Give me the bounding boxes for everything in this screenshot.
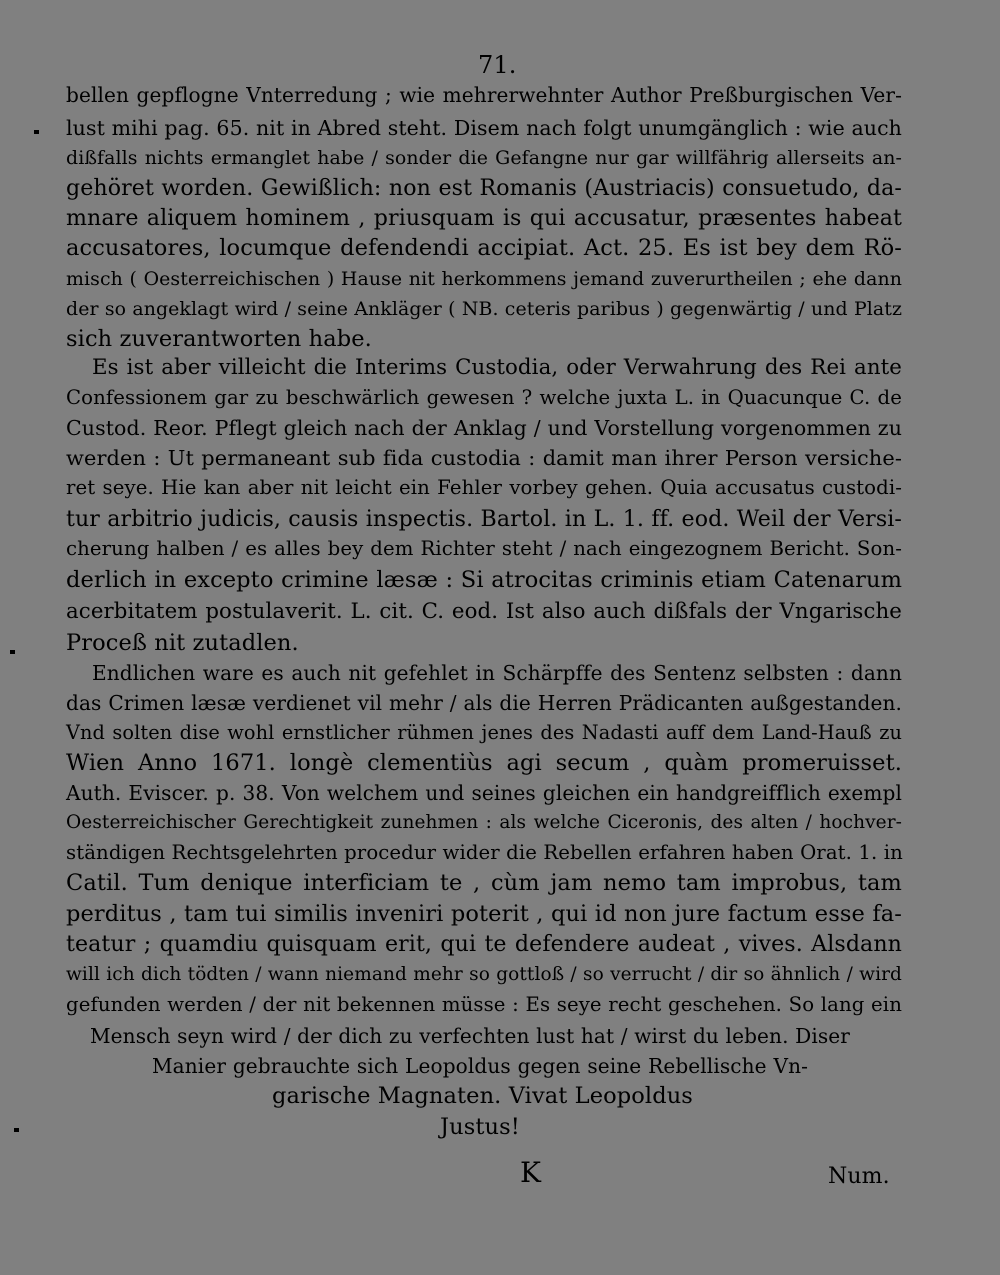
- text-line: perditus , tam tui similis inveniri poterit , qui id non jure factum esse fa-: [66, 901, 902, 927]
- margin-speck: [34, 130, 39, 134]
- text-line: lust mihi pag. 65. nit in Abred steht. Disem nach folgt unumgänglich : wie auch: [66, 116, 902, 140]
- text-line: ret seye. Hie kan aber nit leicht ein Fehler vorbey gehen. Quia accusatus custodi-: [66, 476, 902, 499]
- text-line: gefunden werden / der nit bekennen müsse : Es seye recht geschehen. So lang ein: [66, 993, 902, 1016]
- text-line: acerbitatem postulaverit. L. cit. C. eod. Ist also auch dißfals der Vngarische: [66, 599, 902, 624]
- text-line: der so angeklagt wird / seine Ankläger ( NB. ceteris paribus ) gegenwärtig / und Platz: [66, 298, 902, 320]
- text-line: werden : Ut permaneant sub fida custodia : damit man ihrer Person versiche-: [66, 446, 902, 470]
- text-line: misch ( Oesterreichischen ) Hause nit herkommens jemand zuverurtheilen ; ehe dann: [66, 268, 902, 290]
- text-line: Confessionem gar zu beschwärlich gewesen ? welche juxta L. in Quacunque C. de: [66, 386, 902, 409]
- text-line: garische Magnaten. Vivat Leopoldus: [272, 1083, 693, 1109]
- text-line: Manier gebrauchte sich Leopoldus gegen seine Rebellische Vn-: [152, 1054, 808, 1078]
- text-line: Wien Anno 1671. longè clementiùs agi secum , quàm promeruisset.: [66, 750, 902, 776]
- text-line: bellen gepflogne Vnterredung ; wie mehrerwehnter Author Preßburgischen Ver-: [66, 83, 902, 107]
- page-number: 71.: [478, 51, 517, 79]
- text-line: das Crimen læsæ verdienet vil mehr / als die Herren Prädicanten außgestanden.: [66, 691, 902, 715]
- text-line: Justus!: [440, 1114, 520, 1140]
- text-line: will ich dich tödten / wann niemand mehr so gottloß / so verrucht / dir so ähnlich / wird: [66, 964, 902, 985]
- text-line: Mensch seyn wird / der dich zu verfechten lust hat / wirst du leben. Diser: [90, 1024, 850, 1048]
- text-line: Oesterreichischer Gerechtigkeit zunehmen : als welche Ciceronis, des alten / hochver-: [66, 812, 902, 833]
- text-line: teatur ; quamdiu quisquam erit, qui te defendere audeat , vives. Alsdann: [66, 931, 902, 957]
- text-line: Auth. Eviscer. p. 38. Von welchem und seines gleichen ein handgreifflich exempl: [66, 781, 902, 805]
- text-line: cherung halben / es alles bey dem Richter steht / nach eingezognem Bericht. Son-: [66, 537, 902, 560]
- text-line: derlich in excepto crimine læsæ : Si atrocitas criminis etiam Catenarum: [66, 567, 902, 593]
- text-line: tur arbitrio judicis, causis inspectis. Bartol. in L. 1. ff. eod. Weil der Versi-: [66, 506, 902, 532]
- text-line: accusatores, locumque defendendi accipiat. Act. 25. Es ist bey dem Rö-: [66, 235, 902, 261]
- text-line: Endlichen ware es auch nit gefehlet in Schärpffe des Sentenz selbsten : dann: [92, 661, 902, 685]
- signature-mark: K: [520, 1156, 542, 1189]
- text-line: sich zuverantworten habe.: [66, 326, 372, 352]
- text-line: dißfalls nichts ermanglet habe / sonder die Gefangne nur gar willfährig allerseits an-: [66, 147, 902, 169]
- text-line: Es ist aber villeicht die Interims Custodia, oder Verwahrung des Rei ante: [92, 355, 902, 380]
- text-line: Vnd solten dise wohl ernstlicher rühmen jenes des Nadasti auff dem Land-Hauß zu: [66, 721, 902, 744]
- text-line: gehöret worden. Gewißlich: non est Romanis (Austriacis) consuetudo, da-: [66, 175, 902, 201]
- margin-speck: [14, 1128, 19, 1132]
- text-line: Proceß nit zutadlen.: [66, 630, 299, 656]
- text-line: Custod. Reor. Pflegt gleich nach der Anklag / und Vorstellung vorgenommen zu: [66, 416, 902, 440]
- text-line: ständigen Rechtsgelehrten procedur wider die Rebellen erfahren haben Orat. 1. in: [66, 841, 903, 864]
- text-line: Catil. Tum denique interficiam te , cùm jam nemo tam improbus, tam: [66, 870, 902, 896]
- catchword: Num.: [828, 1164, 890, 1189]
- text-line: mnare aliquem hominem , priusquam is qui accusatur, præsentes habeat: [66, 205, 902, 231]
- margin-speck: [10, 650, 15, 654]
